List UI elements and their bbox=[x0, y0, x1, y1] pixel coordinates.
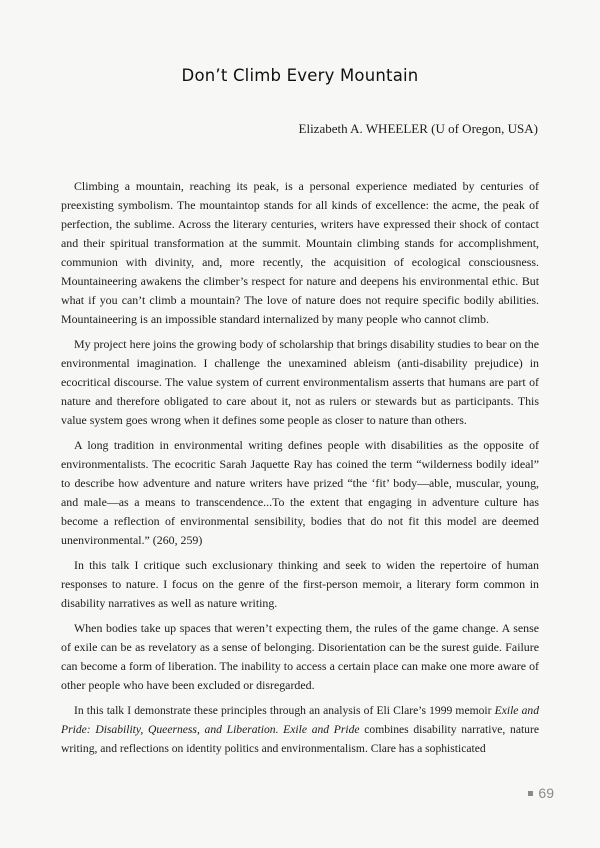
article-title: Don’t Climb Every Mountain bbox=[181, 66, 419, 85]
paragraph-6 bbox=[61, 701, 539, 758]
page-number-value: 69 bbox=[538, 785, 554, 801]
paragraph-4: In this talk I critique such exclusionary thinking and seek to widen the repertoire of human responses to nature. I focus on the genre of the first-person memoir, a literary form common in disability narratives as well as nature writing. bbox=[61, 558, 539, 610]
paragraph-6-lead: In this talk I demonstrate these principles through an analysis of Eli Clare’s 1999 memoir bbox=[74, 704, 495, 717]
article-body bbox=[61, 177, 539, 764]
paragraph-1: Climbing a mountain, reaching its peak, is a personal experience mediated by centuries of preexisting symbolism. The mountaintop stands for all kinds of excellence: the acme, the peak of perfection, the sublime. Across the literary centuries, writers have expressed their shock of contact and their spiritual transformation at the summit. Mountain climbing stands for accomplishment, communion with divinity, and, more recently, the acquisition of ecological consciousness. Mountaineering awakens the climber’s respect for nature and deepens his environmental ethic. But what if you can’t climb a mountain? The love of nature does not require specific bodily abilities. Mountaineering is an impossible standard internalized by many people who cannot climb. bbox=[61, 179, 539, 326]
square-icon bbox=[528, 791, 533, 796]
paragraph-5: When bodies take up spaces that weren’t expecting them, the rules of the game change. A sense of exile can be as revelatory as a sense of belonging. Disorientation can be the surest guide. Failure can become a form of liberation. The inability to access a certain place can make one more aware of other people who have been excluded or disregarded. bbox=[61, 621, 539, 692]
author-line: Elizabeth A. WHEELER (U of Oregon, USA) bbox=[298, 121, 538, 136]
paragraph-6-tail: combines disability narrative, nature writing, and reflections on identity politics and environmentalism. Clare has a sophisticated bbox=[61, 723, 539, 755]
paragraph-3: A long tradition in environmental writing defines people with disabilities as the opposite of environmentalists. The ecocritic Sarah Jaquette Ray has coined the term “wilderness bodily ideal” to describe how adventure and nature writers have prized “the ‘fit’ body—able, muscular, young, and male—as a means to transcendence...To the extent that engaging in adventure culture has become a reflection of environmental sensibility, bodies that do not fit this model are deemed unenvironmental.” (260, 259) bbox=[61, 438, 539, 547]
book-title-italic: Exile and Pride: Disability, Queerness, and Liberation. Exile and Pride bbox=[61, 704, 539, 736]
paragraph-2: My project here joins the growing body of scholarship that brings disability studies to bear on the environmental imagination. I challenge the unexamined ableism (anti-disability prejudice) in ecocritical discourse. The value system of current environmentalism asserts that humans are part of nature and therefore obligated to care about it, not as rulers or stewards but as participants. This value system goes wrong when it defines some people as closer to nature than others. bbox=[61, 337, 539, 427]
page-number bbox=[528, 785, 554, 801]
